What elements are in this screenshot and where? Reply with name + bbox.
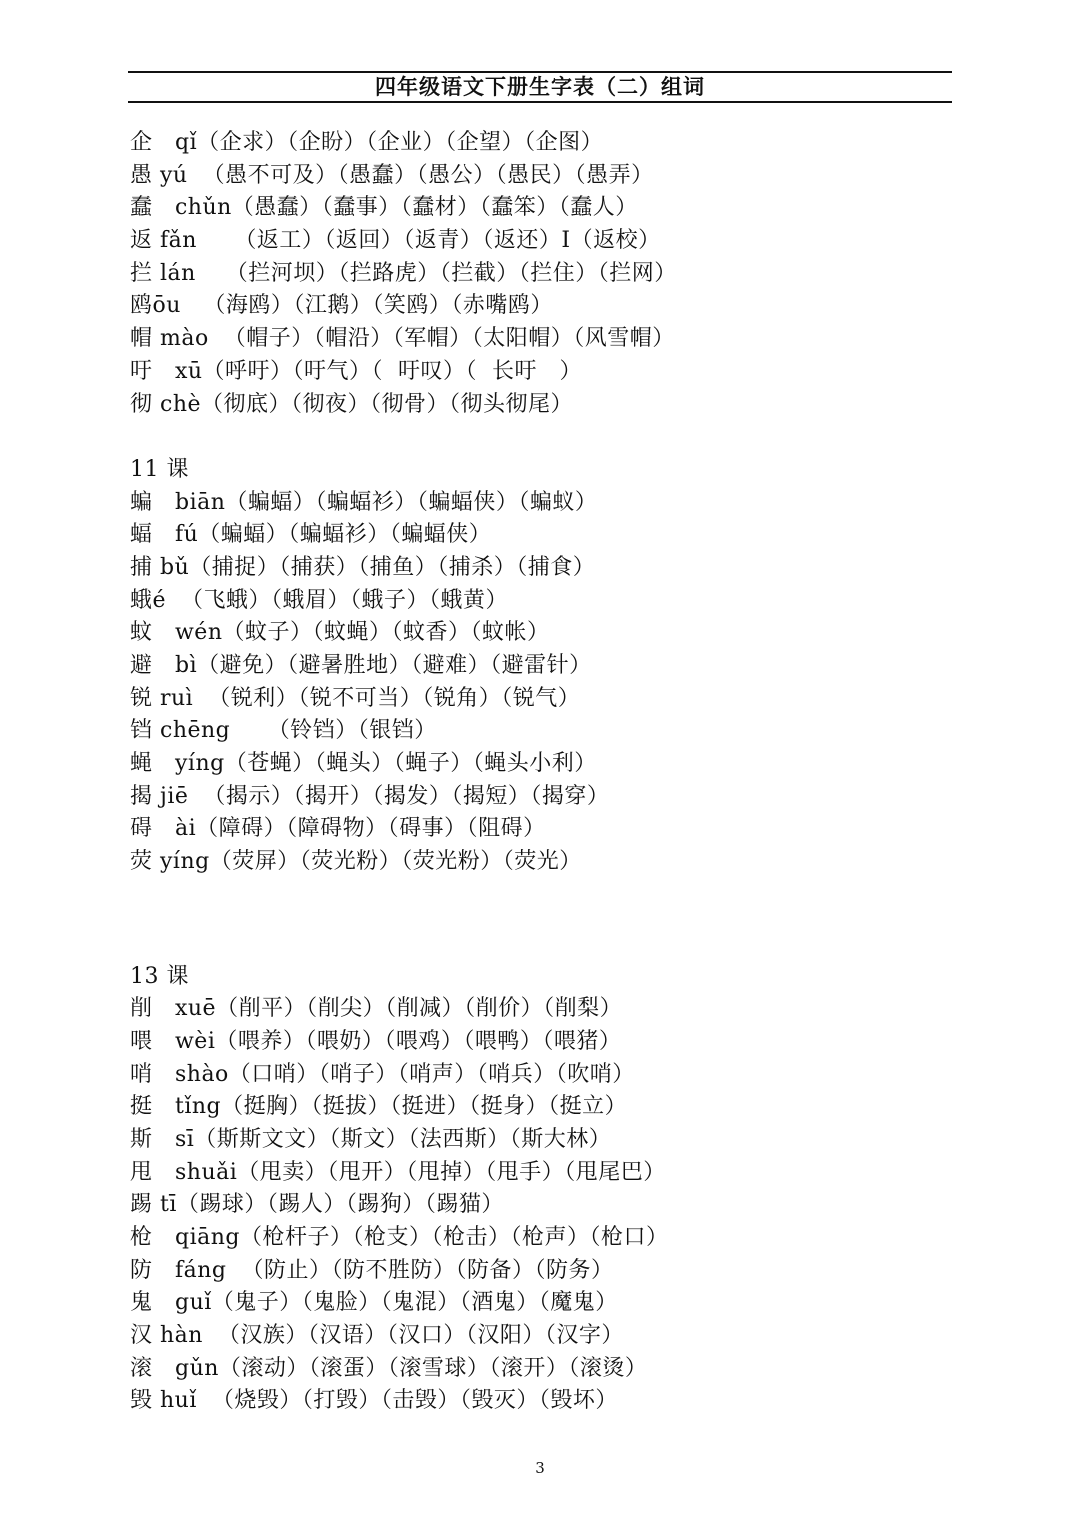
word-line: 蝙 biān（蝙蝠）（蝙蝠衫）（蝙蝠侠）（蝙蚁）	[130, 489, 598, 515]
blank-line	[130, 912, 950, 961]
word-line: 滚 gǔn（滚动）（滚蛋）（滚雪球）（滚开）（滚烫）	[130, 1355, 648, 1381]
word-line: 汉 hàn （汉族）（汉语）（汉口）（汉阳）（汉字）	[130, 1323, 624, 1349]
word-line: 彻 chè（彻底）（彻夜）（彻骨）（彻头彻尾）	[130, 391, 574, 417]
word-line: 枪 qiāng（枪杆子）（枪支）（枪击）（枪声）（枪口）	[130, 1225, 669, 1250]
blank-line	[130, 421, 950, 454]
word-line: 拦 lán （拦河坝）（拦路虎）（拦截）（拦住）（拦网）	[130, 260, 677, 286]
word-line: 企 qǐ（企求）（企盼）（企业）（企望）（企图）	[130, 130, 604, 155]
word-line: 喂 wèi（喂养）（喂奶）（喂鸡）（喂鸭）（喂猪）	[130, 1028, 622, 1054]
word-list	[130, 127, 950, 1418]
lesson-heading: 13 课	[130, 963, 189, 989]
word-line: 鸥ōu （海鸥）（江鹅）（笑鸥）（赤嘴鸥）	[130, 293, 553, 319]
word-line: 揭 jiē （揭示）（揭开）（揭发）（揭短）（揭穿）	[130, 783, 610, 809]
word-line: 帽 mào （帽子）（帽沿）（军帽）（太阳帽）（风雪帽）	[130, 326, 675, 352]
word-line: 甩 shuǎi（甩卖）（甩开）（甩掉）（甩手）（甩尾巴）	[130, 1159, 666, 1185]
word-line: 哨 shào（口哨）（哨子）（哨声）（哨兵）（吹哨）	[130, 1061, 635, 1087]
word-line: 防 fáng （防止）（防不胜防）（防备）（防务）	[130, 1257, 614, 1283]
word-line: 碍 ài（障碍）（障碍物）（碍事）（阻碍）	[130, 816, 546, 842]
word-line: 鬼 guǐ（鬼子）（鬼脸）（鬼混）（酒鬼）（魔鬼）	[130, 1290, 618, 1316]
blank-line	[130, 879, 950, 912]
word-line: 毁 huǐ （烧毁）（打毁）（击毁）（毁灭）（毁坏）	[130, 1388, 618, 1414]
word-line: 蛾é （飞蛾）（蛾眉）（蛾子）（蛾黄）	[130, 587, 509, 613]
lesson-heading: 11 课	[130, 456, 189, 482]
word-line: 愚 yú （愚不可及）（愚蠢）（愚公）（愚民）（愚弄）	[130, 162, 654, 188]
word-line: 踢 tī（踢球）（踢人）（踢狗）（踢猫）	[130, 1192, 504, 1218]
word-line: 返 fǎn （返工）（返回）（返青）（返还）I（返校）	[130, 228, 661, 254]
word-line: 斯 sī（斯斯文文）（斯文）（法西斯）（斯大林）	[130, 1126, 612, 1152]
word-line: 削 xuē（削平）（削尖）（削减）（削价）（削梨）	[130, 996, 623, 1022]
word-line: 蝇 yíng（苍蝇）（蝇头）（蝇子）（蝇头小利）	[130, 751, 597, 777]
word-line: 蚊 wén（蚊子）（蚊蝇）（蚊香）（蚊帐）	[130, 620, 550, 646]
word-line: 挺 tǐng（挺胸）（挺拔）（挺进）（挺身）（挺立）	[130, 1094, 628, 1120]
title-bottom-rule	[128, 101, 952, 103]
word-line: 锐 ruì （锐利）（锐不可当）（锐角）（锐气）	[130, 685, 581, 711]
word-line: 蝠 fú（蝙蝠）（蝙蝠衫）（蝙蝠侠）	[130, 522, 492, 548]
page-title: 四年级语文下册生字表（二）组词	[375, 75, 705, 99]
word-line: 铛 chēng （铃铛）（银铛）	[130, 718, 437, 744]
word-line: 蠢 chǔn（愚蠢）（蠢事）（蠢材）（蠢笨）（蠢人）	[130, 195, 638, 221]
word-line: 吁 xū（呼吁）（吁气）（ 吁叹）（ 长吁 ）	[130, 358, 583, 384]
word-line: 荧 yíng（荧屏）（荧光粉）（荧光粉）（荧光）	[130, 849, 582, 875]
word-line: 捕 bǔ（捕捉）（捕获）（捕鱼）（捕杀）（捕食）	[130, 554, 596, 580]
page-number: 3	[535, 1459, 545, 1477]
word-line: 避 bì（避免）（避暑胜地）（避难）（避雷针）	[130, 653, 592, 678]
